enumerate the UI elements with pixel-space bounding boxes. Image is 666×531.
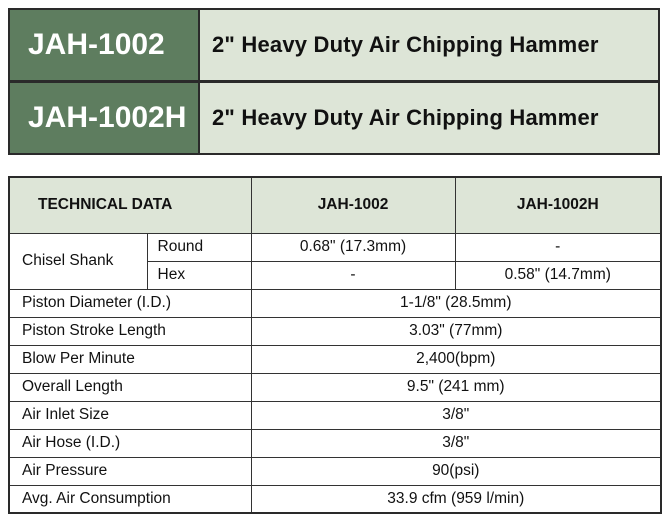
row-label: Avg. Air Consumption [9, 485, 251, 513]
product-name: 2" Heavy Duty Air Chipping Hammer [200, 83, 658, 153]
row-value: 3/8" [251, 401, 661, 429]
table-row [9, 429, 661, 457]
technical-data-heading: TECHNICAL DATA [9, 177, 251, 233]
hex-value-jah-1002: - [251, 261, 455, 289]
product-code: JAH-1002H [10, 83, 200, 153]
row-label: Piston Stroke Length [9, 317, 251, 345]
column-header-jah-1002: JAH-1002 [251, 177, 455, 233]
chisel-shank-label: Chisel Shank [9, 233, 147, 289]
row-label: Air Hose (I.D.) [9, 429, 251, 457]
table-row [9, 317, 661, 345]
technical-data-table [8, 176, 662, 514]
table-header-row [9, 177, 661, 233]
round-value-jah-1002h: - [455, 233, 661, 261]
product-code: JAH-1002 [10, 10, 200, 80]
table-row [9, 457, 661, 485]
table-row [9, 373, 661, 401]
round-label: Round [147, 233, 251, 261]
table-row [9, 401, 661, 429]
product-header-2 [8, 81, 660, 155]
table-row [9, 345, 661, 373]
row-value: 90(psi) [251, 457, 661, 485]
hex-value-jah-1002h: 0.58" (14.7mm) [455, 261, 661, 289]
column-header-jah-1002h: JAH-1002H [455, 177, 661, 233]
row-label: Overall Length [9, 373, 251, 401]
row-label: Piston Diameter (I.D.) [9, 289, 251, 317]
row-value: 3/8" [251, 429, 661, 457]
hex-label: Hex [147, 261, 251, 289]
product-header-1 [8, 8, 660, 82]
table-row [9, 233, 661, 261]
row-value: 1-1/8" (28.5mm) [251, 289, 661, 317]
table-row [9, 289, 661, 317]
row-value: 2,400(bpm) [251, 345, 661, 373]
row-label: Air Pressure [9, 457, 251, 485]
round-value-jah-1002: 0.68" (17.3mm) [251, 233, 455, 261]
table-row [9, 485, 661, 513]
product-name: 2" Heavy Duty Air Chipping Hammer [200, 10, 658, 80]
row-value: 33.9 cfm (959 l/min) [251, 485, 661, 513]
row-value: 3.03" (77mm) [251, 317, 661, 345]
row-label: Air Inlet Size [9, 401, 251, 429]
row-value: 9.5" (241 mm) [251, 373, 661, 401]
row-label: Blow Per Minute [9, 345, 251, 373]
